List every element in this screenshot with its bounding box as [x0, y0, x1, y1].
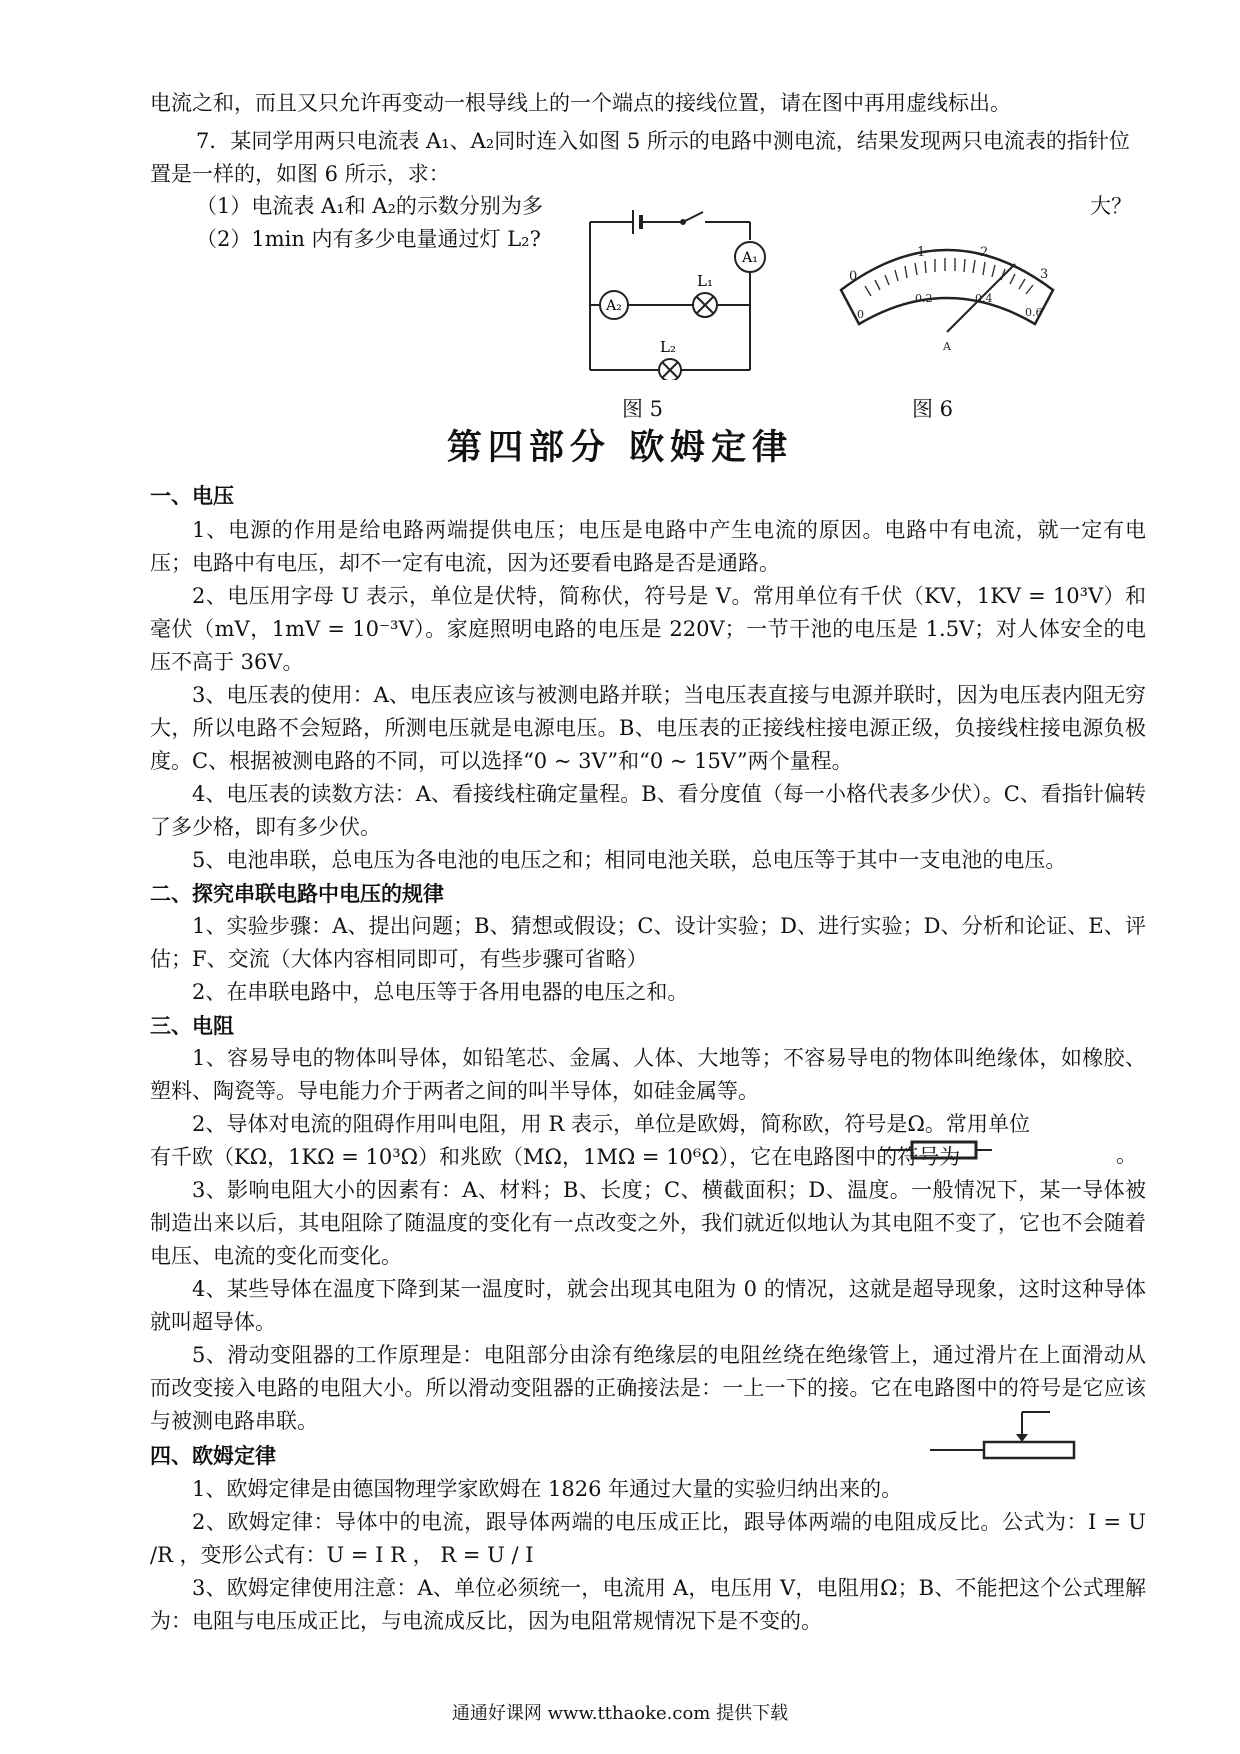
paragraph: 5、电池串联，总电压为各电池的电压之和；相同电池关联，总电压等于其中一支电池的电压。 — [192, 848, 1067, 872]
paragraph: 3、欧姆定律使用注意：A、单位必须统一，电流用 A，电压用 V，电阻用Ω；B、不能把这个公式理解为：电阻与电压成正比，与电流成反比，因为电阻常规情况下是不变的。 — [150, 1576, 1146, 1633]
section-heading-voltage: 一、电压 — [150, 483, 234, 508]
continued-line: 电流之和，而且又只允许再变动一根导线上的一个端点的接线位置，请在图中再用虚线标出。 — [150, 91, 1011, 115]
resistor-sentence-end: 。 — [1116, 1143, 1137, 1167]
paragraph: 2、导体对电流的阻碍作用叫电阻，用 R 表示，单位是欧姆，简称欧，符号是Ω。常用单位有千欧（KΩ，1KΩ = 10³Ω）和兆欧（MΩ，1MΩ = 10⁶Ω），它在电路图中的符号为 — [150, 1112, 1030, 1169]
question-7-part2: （2）1min 内有多少电量通过灯 L₂? — [196, 227, 541, 251]
part-title: 第四部分 欧姆定律 — [446, 427, 794, 468]
question-7-part1-end: 大？ — [1090, 194, 1132, 218]
question-7-cont: 置是一样的，如图 6 所示，求： — [150, 162, 450, 186]
fig5-caption: 图 5 — [622, 397, 664, 421]
meter-unit: A — [943, 340, 951, 353]
label-l2: L₂ — [660, 338, 676, 356]
paragraph: 4、电压表的读数方法：A、看接线柱确定量程。B、看分度值（每一小格代表多少伏）。C、看指针偏转了多少格，即有多少伏。 — [150, 782, 1146, 839]
paragraph: 2、欧姆定律：导体中的电流，跟导体两端的电压成正比，跟导体两端的电阻成反比。公式为：I = U /R ，变形公式有：U = I R ， R = U / I — [150, 1510, 1146, 1567]
section-heading-resistance: 三、电阻 — [150, 1013, 234, 1038]
meter-outer-tick: 2 — [980, 245, 989, 260]
resistor-symbol — [880, 1138, 1005, 1162]
rheostat-symbol — [930, 1406, 1080, 1462]
paragraph: 1、实验步骤：A、提出问题；B、猜想或假设；C、设计实验；D、进行实验；D、分析和论证、E、评估；F、交流（大体内容相同即可，有些步骤可省略） — [150, 914, 1146, 971]
section-heading-series-voltage: 二、探究串联电路中电压的规律 — [150, 881, 444, 906]
label-l1: L₁ — [697, 272, 713, 290]
label-a1: A₁ — [742, 250, 758, 266]
meter-outer-tick: 1 — [917, 245, 926, 260]
section-heading-ohms-law: 四、欧姆定律 — [150, 1443, 276, 1468]
paragraph: 1、容易导电的物体叫导体，如铅笔芯、金属、人体、大地等；不容易导电的物体叫绝缘体，如橡胶、塑料、陶瓷等。导电能力介于两者之间的叫半导体，如硅金属等。 — [150, 1046, 1146, 1103]
paragraph: 3、影响电阻大小的因素有：A、材料；B、长度；C、横截面积；D、温度。一般情况下，某一导体被制造出来以后，其电阻除了随温度的变化有一点改变之外，我们就近似地认为其电阻不变了，它也不会随着电压、电流的变化而变化。 — [150, 1178, 1146, 1268]
paragraph: 2、电压用字母 U 表示，单位是伏特，简称伏，符号是 V。常用单位有千伏（KV，1KV = 10³V）和毫伏（mV，1mV = 10⁻³V）。家庭照明电路的电压是 220V；一节干池的电压是 1.5V；对人体安全的电压不高于 36V。 — [150, 584, 1146, 674]
paragraph: 4、某些导体在温度下降到某一温度时，就会出现其电阻为 0 的情况，这就是超导现象，这时这种导体就叫超导体。 — [150, 1277, 1146, 1334]
circuit-diagram-fig5 — [585, 200, 785, 380]
label-a2: A₂ — [606, 298, 622, 314]
paragraph: 1、电源的作用是给电路两端提供电压；电压是电路中产生电流的原因。电路中有电流，就一定有电压；电路中有电压，却不一定有电流，因为还要看电路是否是通路。 — [150, 518, 1146, 575]
question-7: 7．某同学用两只电流表 A₁、A₂同时连入如图 5 所示的电路中测电流，结果发现两只电流表的指针位 — [196, 129, 1130, 153]
footer: 通通好课网 www.tthaoke.com 提供下载 — [451, 1703, 789, 1724]
paragraph: 3、电压表的使用：A、电压表应该与被测电路并联；当电压表直接与电源并联时，因为电压表内阻无穷大，所以电路不会短路，所测电压就是电源电压。B、电压表的正接线柱接电源正级，负接线柱接电源负极度。C、根据被测电路的不同，可以选择“0 ~ 3V”和“0 ~ 15V”两个量程。 — [150, 683, 1146, 773]
fig6-caption: 图 6 — [912, 397, 954, 421]
meter-outer-tick: 3 — [1040, 267, 1049, 282]
meter-inner-tick: 0.4 — [975, 292, 993, 305]
paragraph: 1、欧姆定律是由德国物理学家欧姆在 1826 年通过大量的实验归纳出来的。 — [192, 1477, 903, 1501]
paragraph: 2、在串联电路中，总电压等于各用电器的电压之和。 — [192, 980, 689, 1004]
question-7-part1: （1）电流表 A₁和 A₂的示数分别为多 — [196, 194, 543, 218]
meter-inner-tick: 0 — [857, 308, 864, 321]
paragraph: 5、滑动变阻器的工作原理是：电阻部分由涂有绝缘层的电阻丝绕在绝缘管上，通过滑片在上面滑动从而改变接入电路的电阻大小。所以滑动变阻器的正确接法是：一上一下的接。它在电路图中的符号是它应该与被测电路串联。 — [150, 1343, 1146, 1433]
meter-outer-tick: 0 — [849, 269, 858, 284]
meter-inner-tick: 0.6 — [1025, 306, 1043, 319]
meter-inner-tick: 0.2 — [915, 292, 933, 305]
ammeter-diagram-fig6 — [835, 232, 1060, 357]
